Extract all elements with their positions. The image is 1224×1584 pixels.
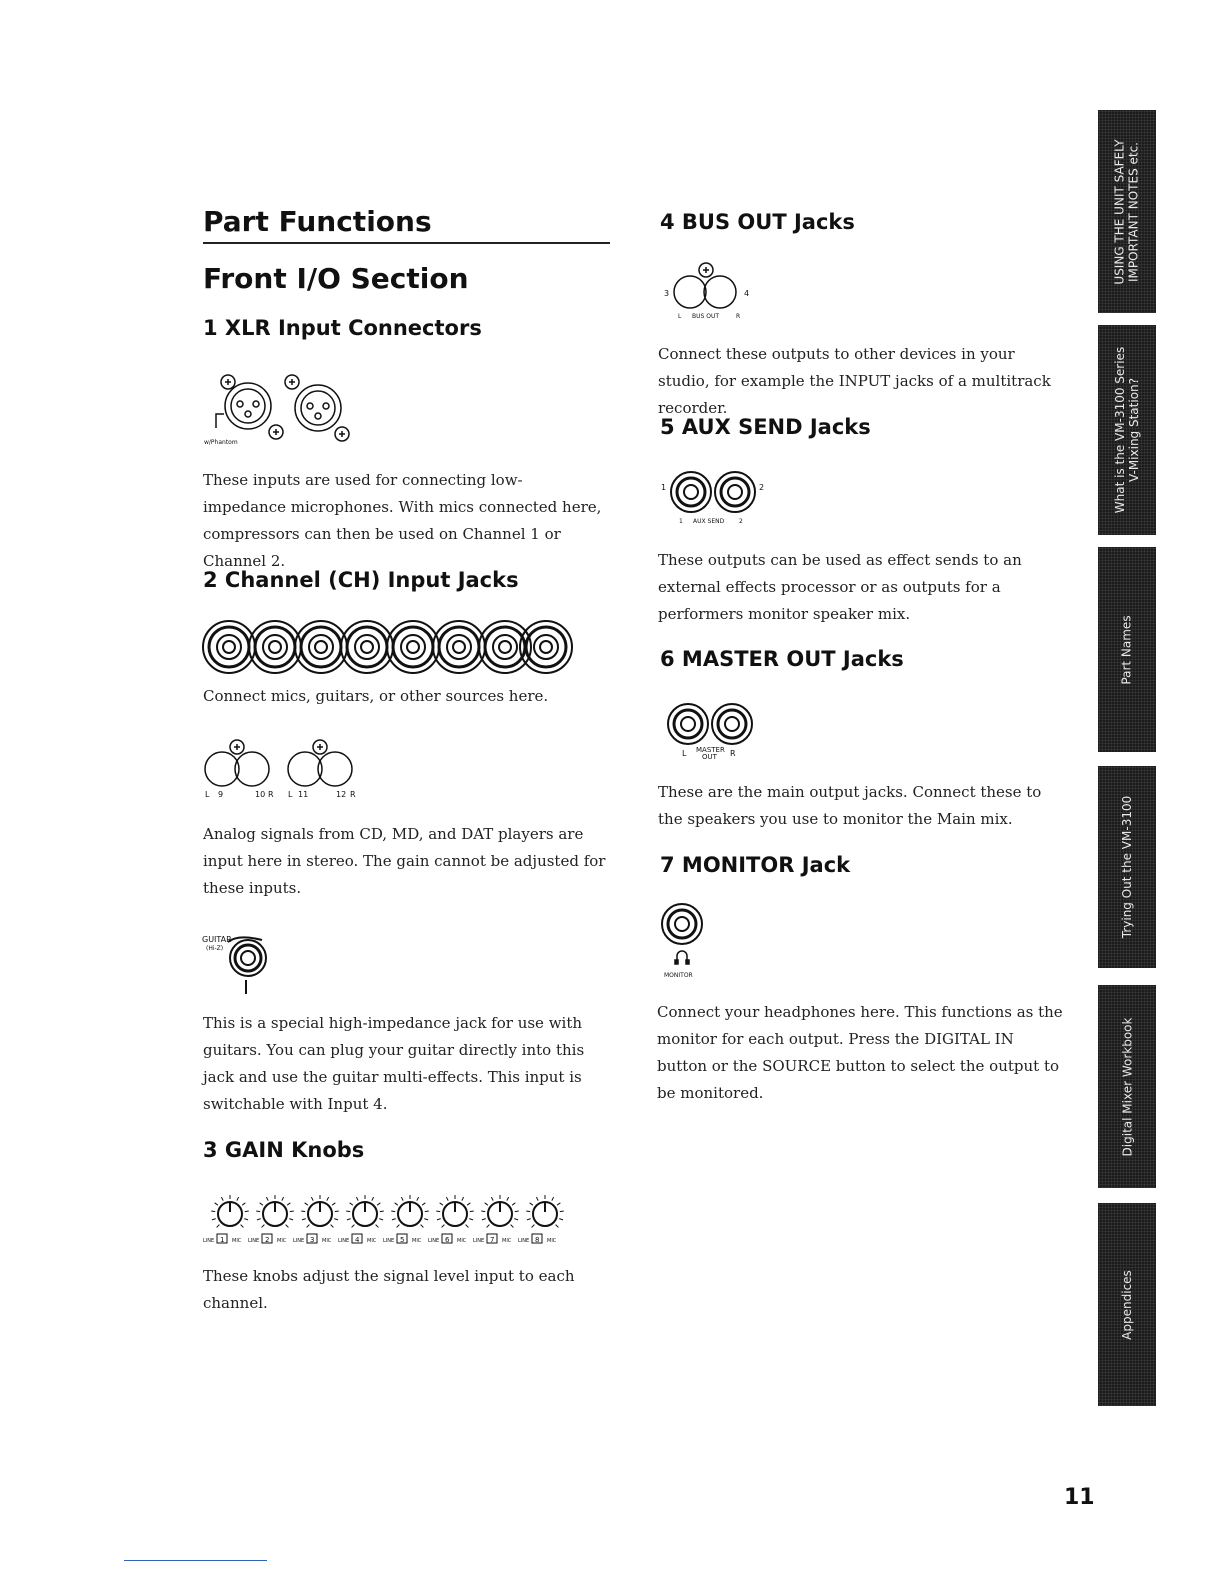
- bus-out-label: 4: [744, 289, 750, 298]
- stereo-label: 10: [255, 790, 266, 799]
- aux-send-label: 1: [661, 483, 667, 492]
- knob-number: 3: [310, 1236, 315, 1244]
- knob-line-label: LINE: [518, 1238, 530, 1244]
- channel-jack: [479, 621, 531, 673]
- page-heading: Part Functions: [203, 205, 432, 238]
- knob-line-label: LINE: [383, 1238, 395, 1244]
- bus-out-figure: [660, 260, 770, 322]
- section-heading: Front I/O Section: [203, 262, 469, 295]
- knob-number: 6: [445, 1236, 450, 1244]
- channel-jack: [341, 621, 393, 673]
- aux-send-label: 1: [679, 518, 683, 525]
- headphones-icon: [675, 951, 689, 964]
- knob-mic-label: MIC: [232, 1238, 242, 1244]
- bus-out-label: R: [736, 313, 741, 320]
- footer-line: [124, 1560, 267, 1561]
- channel-jack: [433, 621, 485, 673]
- knob-line-label: LINE: [428, 1238, 440, 1244]
- master-out-label: OUT: [702, 753, 717, 760]
- bus-out-text: Connect these outputs to other devices in your studio, for example the INPUT jacks of a multitrack recorder.: [658, 345, 1051, 417]
- channel-text: Connect mics, guitars, or other sources here.: [203, 687, 549, 705]
- gain-knob: [248, 1195, 294, 1244]
- bus-out-label: L: [678, 313, 682, 320]
- xlr-connectors-figure: [200, 370, 360, 450]
- master-out-text: These are the main output jacks. Connect these to the speakers you use to monitor the Main mix.: [658, 783, 1042, 828]
- bus-out-heading: 4 BUS OUT Jacks: [660, 210, 855, 234]
- knob-number: 1: [220, 1236, 225, 1244]
- gain-knobs-figure: [200, 1190, 575, 1246]
- tab-what-is[interactable]: What is the VM-3100 Series V-Mixing Station?: [1098, 325, 1156, 535]
- knob-number: 7: [490, 1236, 495, 1244]
- stereo-label: R: [268, 790, 274, 799]
- bus-out-label: 3: [664, 289, 670, 298]
- channel-jack: [295, 621, 347, 673]
- knob-mic-label: MIC: [277, 1238, 287, 1244]
- knob-number: 4: [355, 1236, 360, 1244]
- aux-send-figure: [655, 466, 775, 528]
- knob-mic-label: MIC: [457, 1238, 467, 1244]
- gain-knob: [383, 1195, 429, 1244]
- channel-heading: 2 Channel (CH) Input Jacks: [203, 568, 519, 592]
- aux-send-label: 2: [759, 483, 765, 492]
- aux-send-text: These outputs can be used as effect sends to an external effects processor or as outputs for a performers monitor speaker mix.: [658, 551, 1022, 623]
- knob-line-label: LINE: [203, 1238, 215, 1244]
- master-out-label: MASTER: [696, 746, 725, 754]
- knob-mic-label: MIC: [367, 1238, 377, 1244]
- aux-send-heading: 5 AUX SEND Jacks: [660, 415, 871, 439]
- master-out-label: R: [730, 749, 736, 758]
- tab-workbook[interactable]: Digital Mixer Workbook: [1098, 985, 1156, 1188]
- gain-text: These knobs adjust the signal level input to each channel.: [203, 1267, 575, 1312]
- monitor-label: MONITOR: [664, 972, 693, 979]
- stereo-label: R: [350, 790, 356, 799]
- heading-rule: [203, 242, 610, 244]
- stereo-label: L: [205, 790, 210, 799]
- gain-heading: 3 GAIN Knobs: [203, 1138, 365, 1162]
- page-number: 11: [1064, 1485, 1095, 1510]
- guitar-text: This is a special high-impedance jack for use with guitars. You can plug your guitar directly into this jack and use the guitar multi-effects. This input is switchable with Input 4.: [203, 1014, 585, 1113]
- knob-line-label: LINE: [338, 1238, 350, 1244]
- master-out-heading: 6 MASTER OUT Jacks: [660, 647, 904, 671]
- tab-part-names[interactable]: Part Names: [1098, 547, 1156, 752]
- knob-mic-label: MIC: [547, 1238, 557, 1244]
- stereo-label: L: [288, 790, 293, 799]
- monitor-figure: [660, 902, 720, 982]
- tab-safety[interactable]: USING THE UNIT SAFELY IMPORTANT NOTES etc.: [1098, 110, 1156, 313]
- channel-jack: [203, 621, 255, 673]
- knob-number: 8: [535, 1236, 540, 1244]
- channel-jack: [387, 621, 439, 673]
- stereo-inputs-figure: [200, 735, 370, 801]
- knob-line-label: LINE: [293, 1238, 305, 1244]
- monitor-heading: 7 MONITOR Jack: [660, 853, 851, 877]
- channel-jack: [520, 621, 572, 673]
- gain-knob: [428, 1195, 474, 1244]
- xlr-heading: 1 XLR Input Connectors: [203, 316, 482, 340]
- knob-number: 5: [400, 1236, 405, 1244]
- master-out-label: L: [682, 749, 687, 758]
- gain-knob: [473, 1195, 519, 1244]
- gain-knob: [338, 1195, 384, 1244]
- aux-send-label: AUX SEND: [693, 518, 725, 525]
- stereo-label: 12: [336, 790, 347, 799]
- xlr-label: w/Phantom: [204, 439, 238, 446]
- gain-knob: [518, 1195, 564, 1244]
- guitar-sublabel: (Hi-Z): [206, 945, 224, 952]
- bus-out-label: BUS OUT: [692, 313, 720, 320]
- tab-appendices[interactable]: Appendices: [1098, 1203, 1156, 1406]
- tab-trying-out[interactable]: Trying Out the VM-3100: [1098, 766, 1156, 968]
- knob-mic-label: MIC: [502, 1238, 512, 1244]
- stereo-label: 9: [218, 790, 224, 799]
- master-out-figure: [660, 698, 770, 760]
- gain-knob: [293, 1195, 339, 1244]
- channel-jacks-figure: [200, 617, 575, 677]
- gain-knob: [203, 1195, 249, 1244]
- guitar-label: GUITAR: [202, 935, 232, 944]
- stereo-text: Analog signals from CD, MD, and DAT players are input here in stereo. The gain cannot be adjusted for these inputs.: [203, 825, 606, 897]
- channel-jack: [249, 621, 301, 673]
- knob-mic-label: MIC: [412, 1238, 422, 1244]
- stereo-label: 11: [298, 790, 309, 799]
- knob-mic-label: MIC: [322, 1238, 332, 1244]
- knob-number: 2: [265, 1236, 270, 1244]
- knob-line-label: LINE: [473, 1238, 485, 1244]
- knob-line-label: LINE: [248, 1238, 260, 1244]
- aux-send-label: 2: [739, 518, 743, 525]
- xlr-text: These inputs are used for connecting low-impedance microphones. With mics connected here, compressors can then be used on Channel 1 or Channel 2.: [203, 471, 602, 570]
- monitor-text: Connect your headphones here. This functions as the monitor for each output. Press the DIGITAL IN button or the SOURCE button to select the output to be monitored.: [657, 1003, 1063, 1102]
- guitar-jack-figure: [200, 928, 280, 998]
